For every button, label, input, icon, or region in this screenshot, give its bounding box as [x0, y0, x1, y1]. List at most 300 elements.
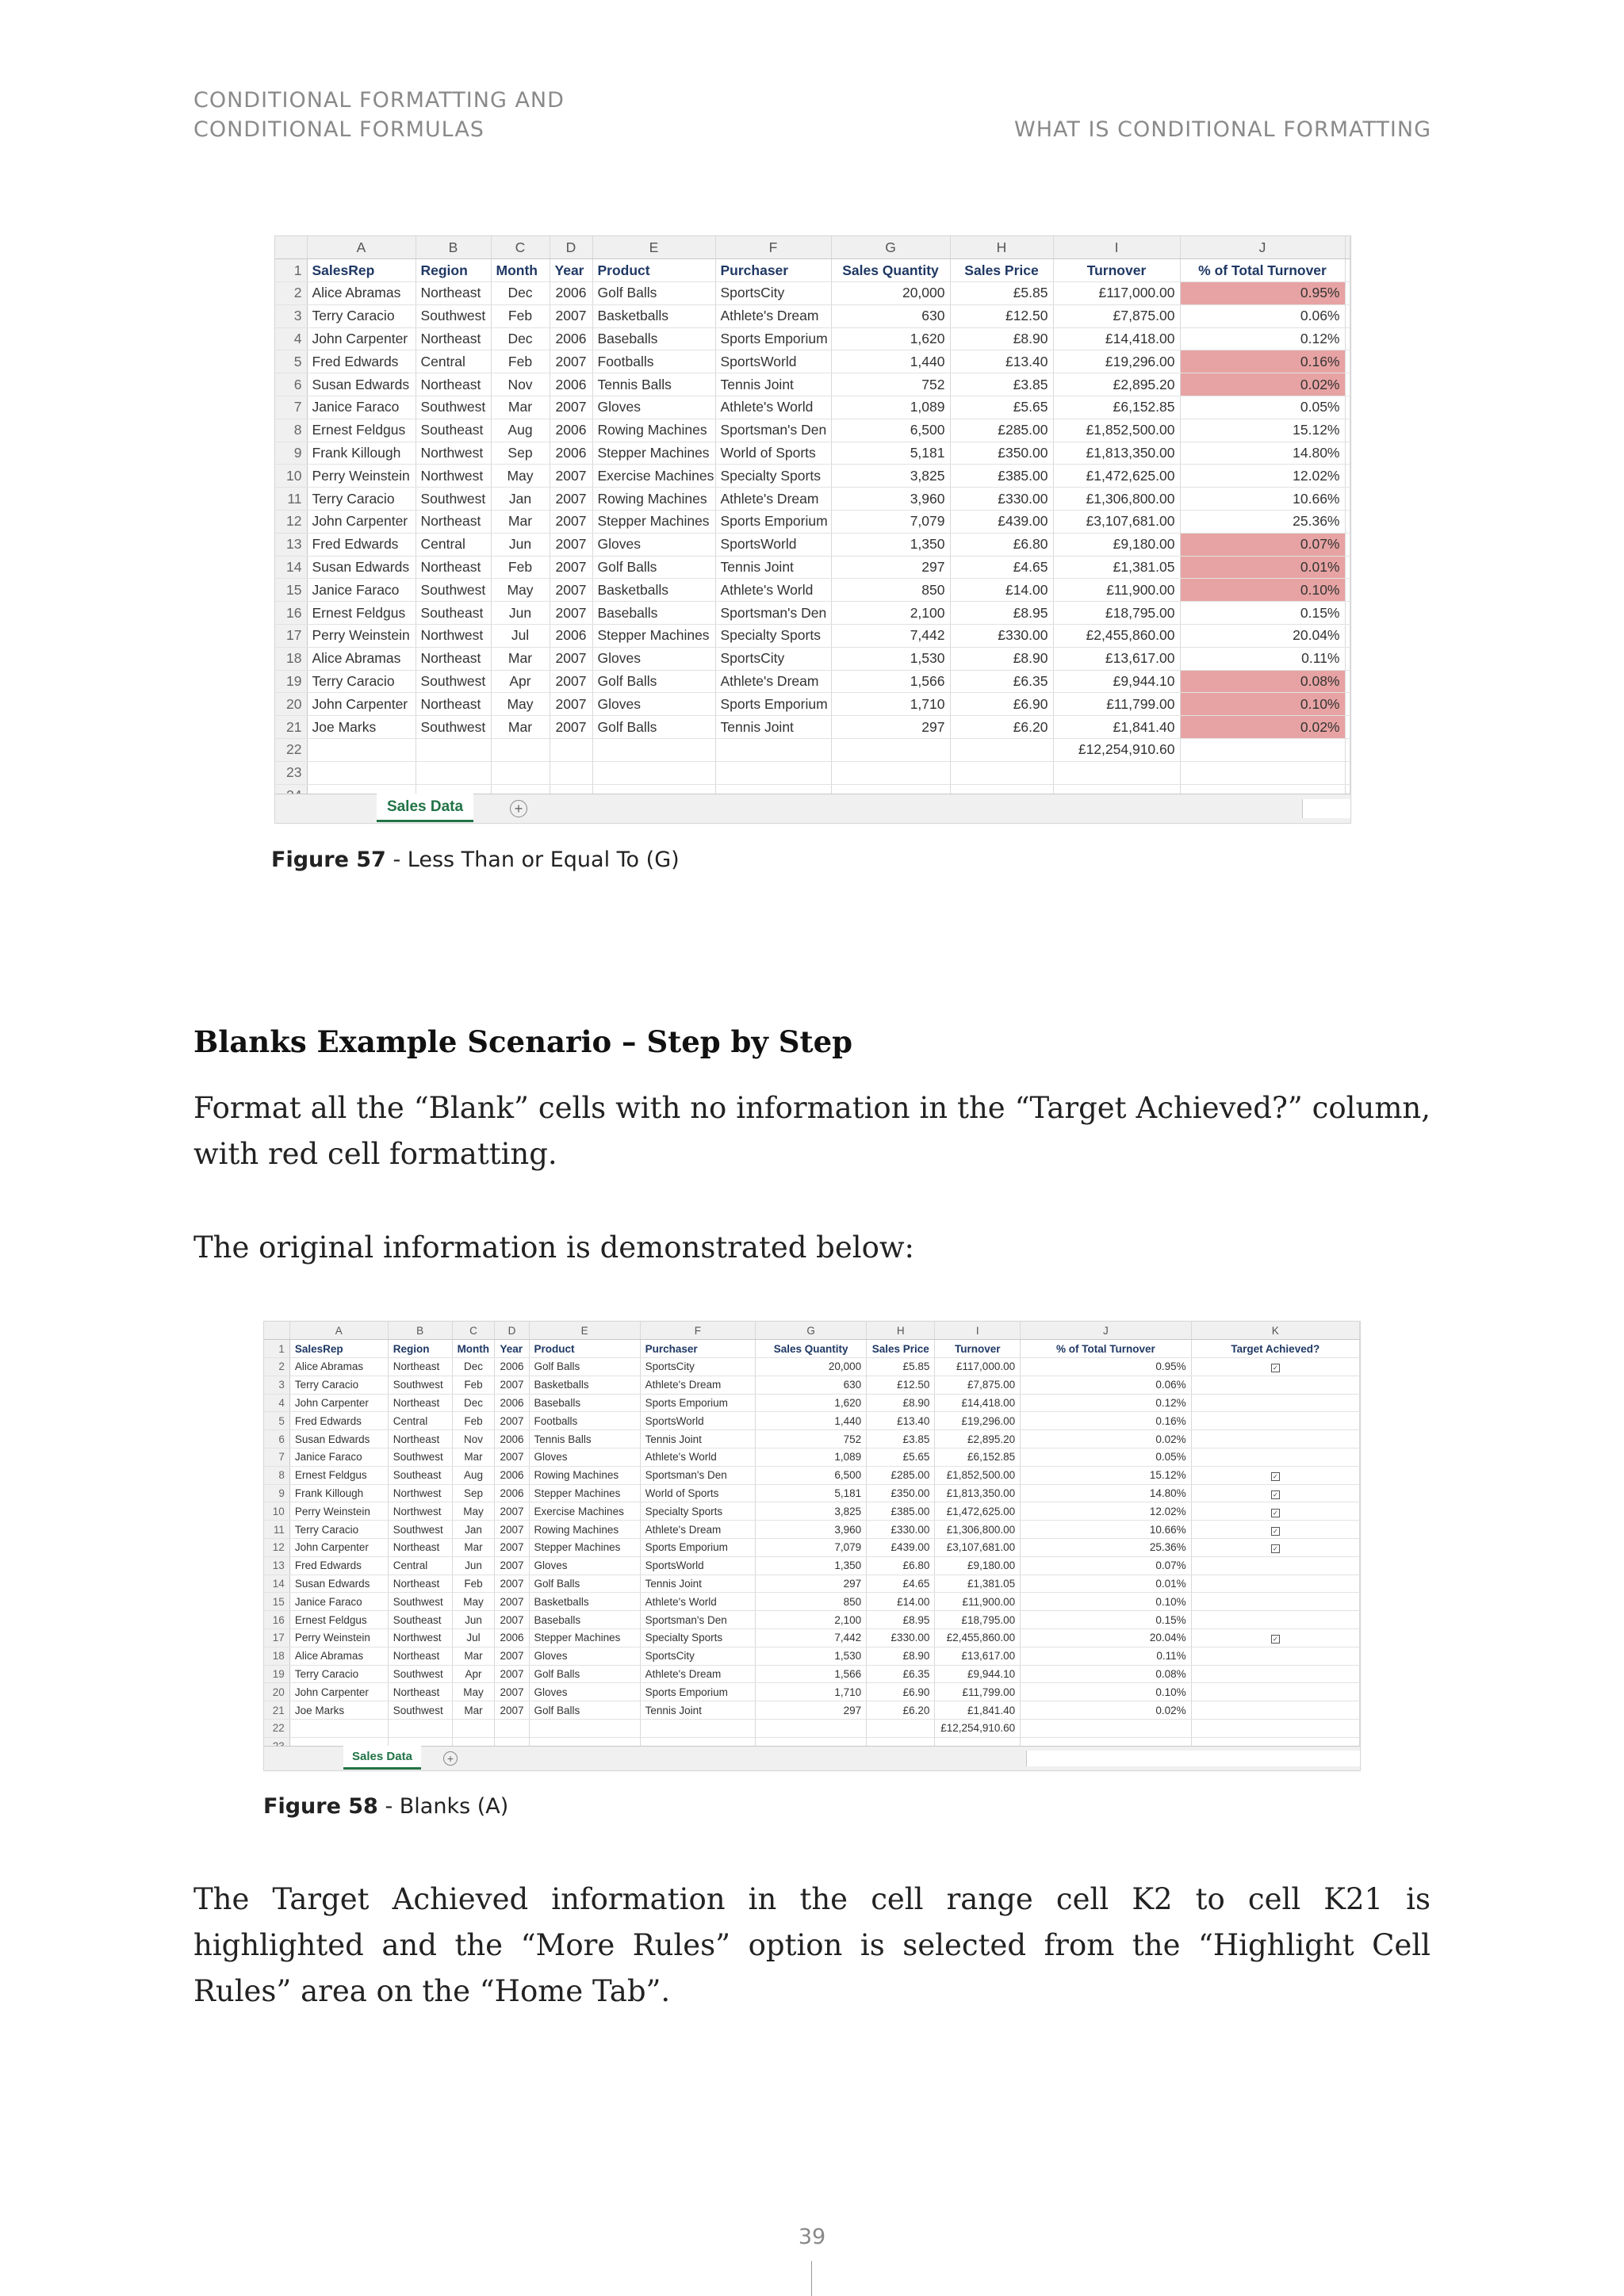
- table-cell[interactable]: £2,455,860.00: [1053, 625, 1180, 648]
- field-header-cell[interactable]: Purchaser: [715, 259, 831, 282]
- table-cell[interactable]: 2007: [550, 556, 592, 579]
- select-all-corner[interactable]: [264, 1322, 289, 1340]
- table-cell[interactable]: £11,900.00: [1053, 579, 1180, 602]
- table-cell[interactable]: £2,455,860.00: [935, 1629, 1021, 1647]
- table-cell[interactable]: Rowing Machines: [529, 1466, 640, 1484]
- field-header-cell[interactable]: Purchaser: [640, 1340, 755, 1358]
- table-cell[interactable]: £3.85: [867, 1430, 935, 1448]
- table-cell[interactable]: Perry Weinstein: [307, 625, 416, 648]
- empty-cell[interactable]: [1345, 556, 1350, 579]
- table-cell[interactable]: £1,472,625.00: [935, 1502, 1021, 1521]
- table-cell[interactable]: 752: [756, 1430, 867, 1448]
- table-cell[interactable]: £385.00: [950, 465, 1053, 488]
- table-cell[interactable]: Gloves: [592, 533, 715, 556]
- table-cell[interactable]: Susan Edwards: [307, 556, 416, 579]
- table-cell[interactable]: Northwest: [416, 442, 491, 465]
- column-header[interactable]: G: [831, 236, 950, 259]
- table-cell[interactable]: 0.02%: [1021, 1430, 1192, 1448]
- table-cell[interactable]: £330.00: [867, 1629, 935, 1647]
- table-cell[interactable]: £13,617.00: [1053, 647, 1180, 670]
- table-cell[interactable]: John Carpenter: [289, 1683, 388, 1701]
- column-header[interactable]: H: [867, 1322, 935, 1340]
- table-cell[interactable]: Stepper Machines: [592, 625, 715, 648]
- table-cell[interactable]: [550, 739, 592, 762]
- row-number[interactable]: 7: [275, 396, 307, 419]
- table-cell[interactable]: [867, 1720, 935, 1738]
- table-cell[interactable]: £6.20: [867, 1701, 935, 1720]
- table-cell[interactable]: Northwest: [416, 625, 491, 648]
- target-achieved-cell[interactable]: [1191, 1701, 1359, 1720]
- table-cell[interactable]: [756, 1720, 867, 1738]
- row-number[interactable]: 11: [264, 1521, 289, 1539]
- table-cell[interactable]: Fred Edwards: [307, 350, 416, 373]
- table-cell[interactable]: Mar: [452, 1539, 495, 1557]
- table-cell[interactable]: [950, 739, 1053, 762]
- empty-cell[interactable]: [1345, 465, 1350, 488]
- target-achieved-cell[interactable]: [1191, 1466, 1359, 1484]
- table-cell[interactable]: Athlete's World: [715, 579, 831, 602]
- table-cell[interactable]: Baseballs: [529, 1611, 640, 1629]
- table-cell[interactable]: 2006: [495, 1430, 529, 1448]
- table-cell[interactable]: £1,841.40: [935, 1701, 1021, 1720]
- table-cell[interactable]: 1,710: [831, 693, 950, 716]
- table-cell[interactable]: SportsWorld: [640, 1412, 755, 1430]
- table-cell[interactable]: £1,306,800.00: [1053, 488, 1180, 511]
- target-achieved-cell[interactable]: [1191, 1575, 1359, 1593]
- table-cell[interactable]: May: [452, 1502, 495, 1521]
- table-cell[interactable]: £6.90: [867, 1683, 935, 1701]
- table-cell[interactable]: £350.00: [950, 442, 1053, 465]
- table-cell[interactable]: 2007: [495, 1683, 529, 1701]
- column-header[interactable]: G: [756, 1322, 867, 1340]
- table-cell[interactable]: £18,795.00: [935, 1611, 1021, 1629]
- table-cell[interactable]: £2,895.20: [1053, 373, 1180, 396]
- table-cell[interactable]: £14.00: [867, 1593, 935, 1611]
- table-cell[interactable]: £8.90: [950, 327, 1053, 350]
- table-cell[interactable]: Stepper Machines: [529, 1484, 640, 1502]
- empty-cell[interactable]: [1345, 488, 1350, 511]
- table-cell[interactable]: Susan Edwards: [289, 1430, 388, 1448]
- table-cell[interactable]: John Carpenter: [307, 327, 416, 350]
- table-cell[interactable]: £439.00: [867, 1539, 935, 1557]
- table-cell[interactable]: 14.80%: [1180, 442, 1345, 465]
- table-cell[interactable]: Baseballs: [592, 327, 715, 350]
- table-cell[interactable]: 2007: [495, 1412, 529, 1430]
- table-cell[interactable]: SportsCity: [640, 1358, 755, 1376]
- table-cell[interactable]: 2006: [495, 1358, 529, 1376]
- table-cell[interactable]: John Carpenter: [289, 1539, 388, 1557]
- table-cell[interactable]: 1,710: [756, 1683, 867, 1701]
- table-cell[interactable]: 0.10%: [1180, 579, 1345, 602]
- table-cell[interactable]: 2007: [550, 465, 592, 488]
- table-cell[interactable]: Jul: [491, 625, 550, 648]
- table-cell[interactable]: World of Sports: [715, 442, 831, 465]
- horizontal-scrollbar[interactable]: [1302, 799, 1350, 818]
- table-cell[interactable]: Specialty Sports: [715, 625, 831, 648]
- table-cell[interactable]: 2007: [495, 1539, 529, 1557]
- table-cell[interactable]: Tennis Joint: [640, 1575, 755, 1593]
- table-cell[interactable]: £3,107,681.00: [1053, 511, 1180, 534]
- field-header-cell[interactable]: % of Total Turnover: [1180, 259, 1345, 282]
- table-cell[interactable]: John Carpenter: [307, 693, 416, 716]
- table-cell[interactable]: 2006: [495, 1394, 529, 1412]
- table-cell[interactable]: 2007: [495, 1448, 529, 1467]
- table-cell[interactable]: 2007: [495, 1593, 529, 1611]
- table-cell[interactable]: Southeast: [416, 419, 491, 442]
- table-cell[interactable]: £1,472,625.00: [1053, 465, 1180, 488]
- table-cell[interactable]: Gloves: [592, 396, 715, 419]
- table-cell[interactable]: £6.80: [950, 533, 1053, 556]
- select-all-corner[interactable]: [275, 236, 307, 259]
- row-number[interactable]: 8: [264, 1466, 289, 1484]
- table-cell[interactable]: 2007: [495, 1701, 529, 1720]
- table-cell[interactable]: £285.00: [867, 1466, 935, 1484]
- table-cell[interactable]: £1,381.05: [1053, 556, 1180, 579]
- table-cell[interactable]: Mar: [491, 511, 550, 534]
- table-cell[interactable]: 1,530: [756, 1647, 867, 1665]
- table-cell[interactable]: £6.80: [867, 1556, 935, 1575]
- table-cell[interactable]: Alice Abramas: [307, 647, 416, 670]
- row-number[interactable]: 15: [264, 1593, 289, 1611]
- table-cell[interactable]: 2007: [495, 1376, 529, 1394]
- row-number[interactable]: 5: [264, 1412, 289, 1430]
- table-cell[interactable]: World of Sports: [640, 1484, 755, 1502]
- table-cell[interactable]: Tennis Joint: [715, 373, 831, 396]
- table-cell[interactable]: 850: [831, 579, 950, 602]
- table-cell[interactable]: Southwest: [416, 670, 491, 693]
- table-cell[interactable]: Athlete's Dream: [715, 670, 831, 693]
- table-cell[interactable]: Susan Edwards: [289, 1575, 388, 1593]
- table-cell[interactable]: £11,799.00: [1053, 693, 1180, 716]
- empty-cell[interactable]: [1345, 396, 1350, 419]
- table-cell[interactable]: 10.66%: [1180, 488, 1345, 511]
- table-cell[interactable]: Sportsman's Den: [715, 419, 831, 442]
- table-cell[interactable]: 0.06%: [1180, 304, 1345, 327]
- table-cell[interactable]: Dec: [491, 282, 550, 305]
- table-cell[interactable]: Sports Emporium: [715, 693, 831, 716]
- table-cell[interactable]: 3,825: [831, 465, 950, 488]
- table-cell[interactable]: Northeast: [388, 1683, 452, 1701]
- table-cell[interactable]: £350.00: [867, 1484, 935, 1502]
- table-cell[interactable]: 0.05%: [1180, 396, 1345, 419]
- table-cell[interactable]: Sports Emporium: [715, 511, 831, 534]
- empty-cell[interactable]: [1345, 350, 1350, 373]
- column-header[interactable]: E: [592, 236, 715, 259]
- table-cell[interactable]: Southeast: [416, 602, 491, 625]
- target-achieved-cell[interactable]: [1191, 1611, 1359, 1629]
- table-cell[interactable]: 15.12%: [1021, 1466, 1192, 1484]
- table-cell[interactable]: £11,900.00: [935, 1593, 1021, 1611]
- table-cell[interactable]: 1,350: [756, 1556, 867, 1575]
- table-cell[interactable]: [950, 761, 1053, 784]
- table-cell[interactable]: 2,100: [756, 1611, 867, 1629]
- table-cell[interactable]: Aug: [452, 1466, 495, 1484]
- table-cell[interactable]: [529, 1720, 640, 1738]
- table-cell[interactable]: Specialty Sports: [640, 1502, 755, 1521]
- row-number[interactable]: 6: [275, 373, 307, 396]
- table-cell[interactable]: Stepper Machines: [529, 1539, 640, 1557]
- table-cell[interactable]: Southwest: [416, 716, 491, 739]
- table-cell[interactable]: £3.85: [950, 373, 1053, 396]
- table-cell[interactable]: £1,852,500.00: [1053, 419, 1180, 442]
- row-number[interactable]: 10: [275, 465, 307, 488]
- table-cell[interactable]: Golf Balls: [592, 716, 715, 739]
- table-cell[interactable]: Golf Balls: [529, 1665, 640, 1683]
- empty-cell[interactable]: [1345, 602, 1350, 625]
- table-cell[interactable]: 0.11%: [1180, 647, 1345, 670]
- field-header-cell[interactable]: Turnover: [1053, 259, 1180, 282]
- table-cell[interactable]: Southwest: [388, 1665, 452, 1683]
- empty-cell[interactable]: [1345, 716, 1350, 739]
- table-cell[interactable]: 0.07%: [1180, 533, 1345, 556]
- table-cell[interactable]: Sports Emporium: [640, 1394, 755, 1412]
- row-number[interactable]: 5: [275, 350, 307, 373]
- table-cell[interactable]: 12.02%: [1180, 465, 1345, 488]
- table-cell[interactable]: Athlete's Dream: [640, 1521, 755, 1539]
- target-achieved-cell[interactable]: [1191, 1502, 1359, 1521]
- table-cell[interactable]: Ernest Feldgus: [289, 1611, 388, 1629]
- table-cell[interactable]: Perry Weinstein: [289, 1629, 388, 1647]
- table-cell[interactable]: 0.06%: [1021, 1376, 1192, 1394]
- table-cell[interactable]: 2007: [550, 647, 592, 670]
- row-number[interactable]: 7: [264, 1448, 289, 1467]
- table-cell[interactable]: [1180, 739, 1345, 762]
- field-header-cell[interactable]: Sales Quantity: [831, 259, 950, 282]
- field-header-cell[interactable]: Sales Quantity: [756, 1340, 867, 1358]
- row-number[interactable]: 22: [275, 739, 307, 762]
- column-header[interactable]: C: [491, 236, 550, 259]
- table-cell[interactable]: Mar: [491, 647, 550, 670]
- table-cell[interactable]: Northwest: [388, 1629, 452, 1647]
- table-cell[interactable]: Frank Killough: [289, 1484, 388, 1502]
- table-cell[interactable]: Rowing Machines: [592, 419, 715, 442]
- table-cell[interactable]: SportsWorld: [640, 1556, 755, 1575]
- empty-cell[interactable]: [1345, 533, 1350, 556]
- table-cell[interactable]: Terry Caracio: [289, 1376, 388, 1394]
- empty-cell[interactable]: [1345, 579, 1350, 602]
- table-cell[interactable]: Northeast: [416, 647, 491, 670]
- table-cell[interactable]: £5.65: [950, 396, 1053, 419]
- table-cell[interactable]: £3,107,681.00: [935, 1539, 1021, 1557]
- target-achieved-cell[interactable]: [1191, 1647, 1359, 1665]
- table-cell[interactable]: £8.95: [950, 602, 1053, 625]
- table-cell[interactable]: 2007: [495, 1556, 529, 1575]
- target-achieved-cell[interactable]: [1191, 1593, 1359, 1611]
- table-cell[interactable]: Central: [388, 1412, 452, 1430]
- table-cell[interactable]: £1,852,500.00: [935, 1466, 1021, 1484]
- field-header-cell[interactable]: Sales Price: [950, 259, 1053, 282]
- column-header[interactable]: I: [1053, 236, 1180, 259]
- table-cell[interactable]: £13,617.00: [935, 1647, 1021, 1665]
- column-header[interactable]: B: [416, 236, 491, 259]
- table-cell[interactable]: Baseballs: [529, 1394, 640, 1412]
- table-cell[interactable]: 2007: [550, 533, 592, 556]
- table-cell[interactable]: 14.80%: [1021, 1484, 1192, 1502]
- table-cell[interactable]: 0.08%: [1021, 1665, 1192, 1683]
- table-cell[interactable]: Jan: [491, 488, 550, 511]
- target-achieved-cell[interactable]: [1191, 1484, 1359, 1502]
- table-cell[interactable]: 20.04%: [1021, 1629, 1192, 1647]
- table-cell[interactable]: Tennis Balls: [592, 373, 715, 396]
- table-cell[interactable]: [495, 1720, 529, 1738]
- table-cell[interactable]: [289, 1720, 388, 1738]
- table-cell[interactable]: Basketballs: [529, 1376, 640, 1394]
- empty-cell[interactable]: [1345, 670, 1350, 693]
- table-cell[interactable]: Feb: [491, 304, 550, 327]
- column-header[interactable]: F: [640, 1322, 755, 1340]
- table-cell[interactable]: May: [452, 1683, 495, 1701]
- table-cell[interactable]: 297: [831, 716, 950, 739]
- table-cell[interactable]: £11,799.00: [935, 1683, 1021, 1701]
- table-cell[interactable]: 2007: [495, 1575, 529, 1593]
- table-cell[interactable]: 0.16%: [1021, 1412, 1192, 1430]
- column-header[interactable]: [1345, 236, 1350, 259]
- table-cell[interactable]: Dec: [452, 1358, 495, 1376]
- table-cell[interactable]: 1,089: [831, 396, 950, 419]
- table-cell[interactable]: Sep: [452, 1484, 495, 1502]
- row-number[interactable]: 8: [275, 419, 307, 442]
- table-cell[interactable]: Gloves: [529, 1448, 640, 1467]
- table-cell[interactable]: [715, 761, 831, 784]
- table-cell[interactable]: 2006: [550, 442, 592, 465]
- table-cell[interactable]: 1,440: [831, 350, 950, 373]
- table-cell[interactable]: Tennis Joint: [715, 716, 831, 739]
- table-cell[interactable]: 0.01%: [1021, 1575, 1192, 1593]
- table-cell[interactable]: £117,000.00: [935, 1358, 1021, 1376]
- table-cell[interactable]: 25.36%: [1180, 511, 1345, 534]
- table-cell[interactable]: 2007: [550, 304, 592, 327]
- target-achieved-cell[interactable]: [1191, 1720, 1359, 1738]
- table-cell[interactable]: 2007: [550, 716, 592, 739]
- table-cell[interactable]: 1,620: [756, 1394, 867, 1412]
- table-cell[interactable]: Ernest Feldgus: [307, 602, 416, 625]
- table-cell[interactable]: £6.90: [950, 693, 1053, 716]
- table-cell[interactable]: Basketballs: [529, 1593, 640, 1611]
- table-cell[interactable]: £4.65: [950, 556, 1053, 579]
- table-cell[interactable]: 2006: [495, 1629, 529, 1647]
- table-cell[interactable]: Susan Edwards: [307, 373, 416, 396]
- table-cell[interactable]: Joe Marks: [307, 716, 416, 739]
- table-cell[interactable]: Feb: [452, 1376, 495, 1394]
- table-cell[interactable]: Perry Weinstein: [289, 1502, 388, 1521]
- field-header-cell[interactable]: SalesRep: [289, 1340, 388, 1358]
- row-number[interactable]: 4: [275, 327, 307, 350]
- table-cell[interactable]: Southwest: [388, 1376, 452, 1394]
- row-number[interactable]: 14: [275, 556, 307, 579]
- row-number[interactable]: 21: [264, 1701, 289, 1720]
- field-header-cell[interactable]: Region: [388, 1340, 452, 1358]
- table-cell[interactable]: [640, 1720, 755, 1738]
- row-number[interactable]: 21: [275, 716, 307, 739]
- table-cell[interactable]: £4.65: [867, 1575, 935, 1593]
- table-cell[interactable]: Jun: [452, 1611, 495, 1629]
- table-cell[interactable]: Tennis Balls: [529, 1430, 640, 1448]
- table-cell[interactable]: Mar: [491, 396, 550, 419]
- table-cell[interactable]: 0.02%: [1180, 716, 1345, 739]
- table-cell[interactable]: 15.12%: [1180, 419, 1345, 442]
- table-cell[interactable]: Northeast: [388, 1394, 452, 1412]
- table-cell[interactable]: 2007: [495, 1502, 529, 1521]
- table-cell[interactable]: Sports Emporium: [715, 327, 831, 350]
- table-cell[interactable]: 0.02%: [1180, 373, 1345, 396]
- row-number[interactable]: 9: [264, 1484, 289, 1502]
- table-cell[interactable]: 2007: [495, 1521, 529, 1539]
- table-cell[interactable]: 2006: [550, 282, 592, 305]
- table-cell[interactable]: £5.85: [867, 1358, 935, 1376]
- table-cell[interactable]: Jun: [452, 1556, 495, 1575]
- table-cell[interactable]: £8.90: [867, 1647, 935, 1665]
- empty-cell[interactable]: [1345, 304, 1350, 327]
- table-cell[interactable]: £19,296.00: [935, 1412, 1021, 1430]
- table-cell[interactable]: Exercise Machines: [529, 1502, 640, 1521]
- table-cell[interactable]: 0.15%: [1180, 602, 1345, 625]
- column-header[interactable]: C: [452, 1322, 495, 1340]
- table-cell[interactable]: 2007: [550, 579, 592, 602]
- table-cell[interactable]: £5.65: [867, 1448, 935, 1467]
- table-cell[interactable]: Southwest: [388, 1701, 452, 1720]
- table-cell[interactable]: 2007: [550, 602, 592, 625]
- table-cell[interactable]: Central: [388, 1556, 452, 1575]
- table-cell[interactable]: 3,960: [756, 1521, 867, 1539]
- field-header-cell[interactable]: Year: [550, 259, 592, 282]
- table-cell[interactable]: Southwest: [388, 1448, 452, 1467]
- table-cell[interactable]: Sep: [491, 442, 550, 465]
- table-cell[interactable]: Sports Emporium: [640, 1683, 755, 1701]
- table-cell[interactable]: £330.00: [950, 488, 1053, 511]
- table-cell[interactable]: Northeast: [416, 373, 491, 396]
- table-cell[interactable]: Frank Killough: [307, 442, 416, 465]
- table-cell[interactable]: Mar: [452, 1701, 495, 1720]
- table-cell[interactable]: £330.00: [950, 625, 1053, 648]
- row-number[interactable]: 12: [264, 1539, 289, 1557]
- table-cell[interactable]: 2,100: [831, 602, 950, 625]
- table-cell[interactable]: 7,442: [756, 1629, 867, 1647]
- table-cell[interactable]: Northeast: [388, 1575, 452, 1593]
- table-cell[interactable]: Southwest: [416, 304, 491, 327]
- table-cell[interactable]: £385.00: [867, 1502, 935, 1521]
- table-cell[interactable]: £1,306,800.00: [935, 1521, 1021, 1539]
- target-achieved-cell[interactable]: [1191, 1665, 1359, 1683]
- column-header[interactable]: E: [529, 1322, 640, 1340]
- table-cell[interactable]: Janice Faraco: [307, 579, 416, 602]
- row-number[interactable]: 4: [264, 1394, 289, 1412]
- row-number[interactable]: 10: [264, 1502, 289, 1521]
- empty-cell[interactable]: [1345, 419, 1350, 442]
- table-cell[interactable]: Athlete's World: [640, 1593, 755, 1611]
- table-cell[interactable]: SportsCity: [715, 647, 831, 670]
- table-cell[interactable]: [388, 1720, 452, 1738]
- table-cell[interactable]: Sportsman's Den: [640, 1611, 755, 1629]
- table-cell[interactable]: Aug: [491, 419, 550, 442]
- table-cell[interactable]: £8.95: [867, 1611, 935, 1629]
- table-cell[interactable]: May: [491, 465, 550, 488]
- table-cell[interactable]: 630: [756, 1376, 867, 1394]
- table-cell[interactable]: 20.04%: [1180, 625, 1345, 648]
- row-number[interactable]: 6: [264, 1430, 289, 1448]
- row-number[interactable]: 23: [275, 761, 307, 784]
- table-cell[interactable]: Gloves: [592, 647, 715, 670]
- sheet-tab-sales-data[interactable]: Sales Data: [343, 1746, 421, 1770]
- table-cell[interactable]: 0.10%: [1021, 1683, 1192, 1701]
- table-cell[interactable]: [715, 739, 831, 762]
- empty-cell[interactable]: [1345, 647, 1350, 670]
- table-cell[interactable]: Golf Balls: [529, 1575, 640, 1593]
- empty-cell[interactable]: [1345, 327, 1350, 350]
- row-number[interactable]: 12: [275, 511, 307, 534]
- table-cell[interactable]: 0.95%: [1021, 1358, 1192, 1376]
- table-cell[interactable]: 2006: [550, 327, 592, 350]
- table-cell[interactable]: Ernest Feldgus: [289, 1466, 388, 1484]
